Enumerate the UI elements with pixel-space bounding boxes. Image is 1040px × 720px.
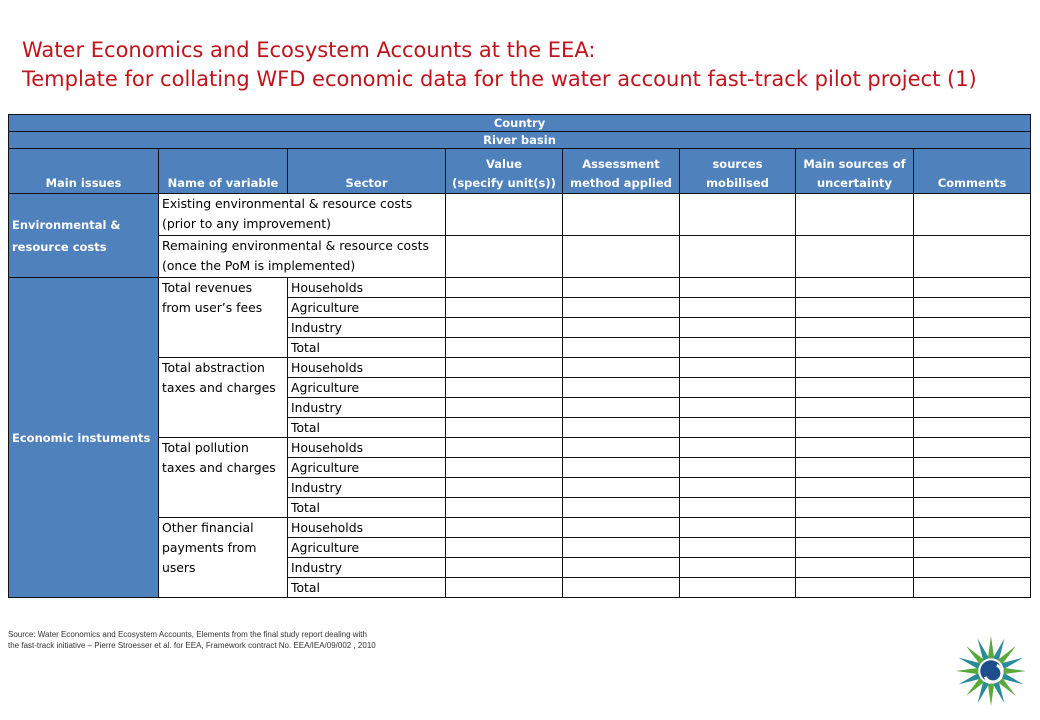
logo-spoke [1004,668,1026,674]
input-cell[interactable] [796,518,914,538]
sources-header-line-1: sources [712,157,763,171]
input-cell[interactable] [446,318,563,338]
input-cell[interactable] [914,518,1031,538]
input-cell[interactable] [796,578,914,598]
input-cell[interactable] [796,558,914,578]
input-cell[interactable] [680,338,796,358]
input-cell[interactable] [563,318,680,338]
column-header-uncertainty [796,149,914,194]
sector-cell: Agriculture [288,378,446,398]
variable-label-line: Other financial [162,520,254,535]
variable-label-line-2: (once the PoM is implemented) [162,258,356,273]
variable-label-line: taxes and charges [162,460,276,475]
column-header-sector: Sector [288,149,446,194]
input-cell[interactable] [563,578,680,598]
logo-spoke [988,684,994,706]
input-cell[interactable] [914,398,1031,418]
input-cell[interactable] [796,538,914,558]
source-line-2: the fast-track initiative – Pierre Stroesser et al. for EEA, Framework contract No. EEA/IEA/09/002 , 2010 [8,641,376,650]
input-cell[interactable] [680,358,796,378]
page-title [22,36,1032,94]
sector-cell: Total [288,418,446,438]
input-cell[interactable] [796,418,914,438]
column-header-value [446,149,563,194]
column-header-assessment [563,149,680,194]
variable-label-line-1: Remaining environmental & resource costs [162,238,429,253]
variable-label-line-2: (prior to any improvement) [162,216,331,231]
input-cell[interactable] [680,578,796,598]
issue-economic-instruments: Economic instuments [9,278,159,598]
eea-logo-icon [952,632,1030,710]
input-cell[interactable] [563,418,680,438]
input-cell[interactable] [680,194,796,236]
input-cell[interactable] [563,194,680,236]
sector-cell: Industry [288,398,446,418]
issue-label-line-1: Environmental & [12,217,121,232]
input-cell[interactable] [914,418,1031,438]
input-cell[interactable] [563,378,680,398]
variable-label-line: users [162,560,196,575]
input-cell[interactable] [796,298,914,318]
input-cell[interactable] [563,358,680,378]
sector-cell: Industry [288,318,446,338]
input-cell[interactable] [680,538,796,558]
input-cell[interactable] [446,438,563,458]
input-cell[interactable] [680,458,796,478]
logo-spoke [956,668,978,674]
value-header-line-2: (specify unit(s)) [452,176,556,190]
input-cell[interactable] [563,298,680,318]
input-cell[interactable] [680,418,796,438]
input-cell[interactable] [680,438,796,458]
input-cell[interactable] [446,298,563,318]
river-basin-header: River basin [9,132,1031,149]
input-cell[interactable] [680,378,796,398]
variable-label-line: Total revenues [162,280,253,295]
variable-cell [159,518,288,598]
input-cell[interactable] [914,318,1031,338]
input-cell[interactable] [796,498,914,518]
issue-label-line-2: resource costs [12,239,107,254]
variable-label-line: from user’s fees [162,300,263,315]
table-row [9,236,1031,278]
uncertainty-header-line-1: Main sources of [803,157,906,171]
input-cell[interactable] [446,538,563,558]
variable-cell [159,278,288,358]
input-cell[interactable] [796,338,914,358]
sources-header-line-2: mobilised [706,176,769,190]
variable-cell [159,236,446,278]
variable-label-line: taxes and charges [162,380,276,395]
sector-cell: Households [288,358,446,378]
input-cell[interactable] [563,398,680,418]
input-cell[interactable] [796,378,914,398]
column-header-comments: Comments [914,149,1031,194]
input-cell[interactable] [796,438,914,458]
input-cell[interactable] [446,578,563,598]
sector-cell: Total [288,498,446,518]
input-cell[interactable] [796,278,914,298]
sector-cell: Total [288,338,446,358]
input-cell[interactable] [680,298,796,318]
input-cell[interactable] [914,478,1031,498]
uncertainty-header-line-2: uncertainty [816,176,893,190]
input-cell[interactable] [446,278,563,298]
input-cell[interactable] [914,338,1031,358]
sector-cell: Total [288,578,446,598]
source-line-1: Source: Water Economics and Ecosystem Accounts, Elements from the final study report dealing with [8,630,367,639]
variable-cell [159,438,288,518]
column-header-sources [680,149,796,194]
sector-cell: Households [288,278,446,298]
variable-label-line: Total abstraction [162,360,265,375]
input-cell[interactable] [563,538,680,558]
input-cell[interactable] [563,458,680,478]
input-cell[interactable] [446,194,563,236]
input-cell[interactable] [446,518,563,538]
value-header-line-1: Value [486,157,522,171]
input-cell[interactable] [563,518,680,538]
input-cell[interactable] [796,398,914,418]
input-cell[interactable] [563,478,680,498]
logo-spoke [988,636,994,658]
sector-cell: Industry [288,558,446,578]
input-cell[interactable] [446,358,563,378]
sector-cell: Agriculture [288,298,446,318]
variable-cell [159,358,288,438]
input-cell[interactable] [446,458,563,478]
input-cell[interactable] [914,498,1031,518]
table-row [9,438,1031,458]
input-cell[interactable] [446,378,563,398]
input-cell[interactable] [796,318,914,338]
input-cell[interactable] [914,438,1031,458]
sector-cell: Households [288,518,446,538]
input-cell[interactable] [563,278,680,298]
input-cell[interactable] [446,418,563,438]
assessment-header-line-1: Assessment [582,157,660,171]
source-note [8,629,528,651]
variable-label-line: payments from [162,540,257,555]
table-row [9,278,1031,298]
input-cell[interactable] [796,358,914,378]
input-cell[interactable] [563,558,680,578]
input-cell[interactable] [446,236,563,278]
sector-cell: Industry [288,478,446,498]
input-cell[interactable] [796,478,914,498]
variable-cell [159,194,446,236]
input-cell[interactable] [680,478,796,498]
table-row [9,194,1031,236]
input-cell[interactable] [680,498,796,518]
input-cell[interactable] [914,578,1031,598]
column-header-main-issues: Main issues [9,149,159,194]
sector-cell: Agriculture [288,458,446,478]
input-cell[interactable] [680,398,796,418]
input-cell[interactable] [446,398,563,418]
input-cell[interactable] [680,236,796,278]
data-template-table [8,114,1031,598]
sector-cell: Agriculture [288,538,446,558]
input-cell[interactable] [446,558,563,578]
title-line-1: Water Economics and Ecosystem Accounts at the EEA: [22,38,596,62]
title-line-2: Template for collating WFD economic data for the water account fast-track pilot project (1) [22,67,977,91]
variable-label-line-1: Existing environmental & resource costs [162,196,413,211]
input-cell[interactable] [680,278,796,298]
input-cell[interactable] [914,458,1031,478]
input-cell[interactable] [796,194,914,236]
column-header-name-of-variable: Name of variable [159,149,288,194]
input-cell[interactable] [563,498,680,518]
input-cell[interactable] [680,518,796,538]
input-cell[interactable] [914,558,1031,578]
assessment-header-line-2: method applied [570,176,672,190]
variable-label-line: Total pollution [162,440,249,455]
input-cell[interactable] [914,378,1031,398]
input-cell[interactable] [914,358,1031,378]
input-cell[interactable] [914,194,1031,236]
input-cell[interactable] [914,278,1031,298]
input-cell[interactable] [446,478,563,498]
input-cell[interactable] [563,236,680,278]
input-cell[interactable] [680,558,796,578]
input-cell[interactable] [563,338,680,358]
input-cell[interactable] [680,318,796,338]
input-cell[interactable] [446,498,563,518]
table-row [9,358,1031,378]
input-cell[interactable] [446,338,563,358]
table-row [9,518,1031,538]
issue-environmental-resource-costs [9,194,159,278]
input-cell[interactable] [914,236,1031,278]
input-cell[interactable] [796,458,914,478]
sector-cell: Households [288,438,446,458]
input-cell[interactable] [796,236,914,278]
input-cell[interactable] [914,298,1031,318]
country-header: Country [9,115,1031,132]
input-cell[interactable] [563,438,680,458]
input-cell[interactable] [914,538,1031,558]
